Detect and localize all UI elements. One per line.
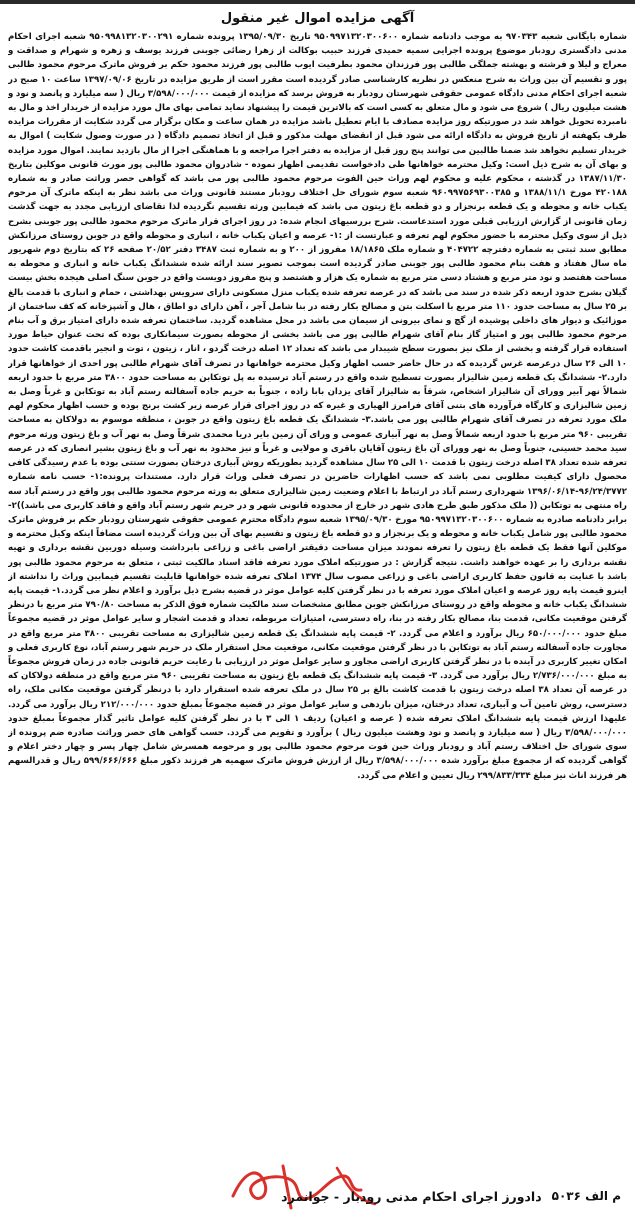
notice-signatory: دادورز اجرای احکام مدنی رودبار - جوانمرد xyxy=(281,1188,542,1204)
notice-footer xyxy=(0,1183,635,1209)
notice-title: آگهی مزایده اموال غیر منقول xyxy=(220,11,415,26)
clipped-top-edge xyxy=(0,0,635,4)
notice-body: شماره بایگانی شعبه ۹۷۰۳۴۳ به موجب دادنامه شماره ۹۵۰۹۹۷۱۳۲۰۳۰۰۶۰۰ تاریخ ۱۳۹۵/۰۹/۳۰ پرونده شماره ۹۵۰۹۹۸۱۳۲۰۳۰۰۲۹۱ شعبه اجرای احکام مدنی دادگستری رودبار موضوع پرونده اجرایی سمیه حمیدی فرزند حبیب بوکالت از زهرا رضائی جوبنی فرزند یوسف و زهره و شهرام و صداقت و معراج و لیلا و فرشته و بهشته جملگی طالبی پور فرزندان محمود بطرفیت ایوب طالبی پور فرزند محمود حکم بر فروش ماترک مرحوم محمود طالبی پور و تقسیم آن بین وراث به شرح منعکس در نظریه کارشناسی صادر گردیده است مقرر است از طریق مزایده در تاریخ ۱۳۹۷/۰۹/۰۶ ساعت ۱۰ صبح در شعبه اجرای احکام مدنی دادگاه عمومی حقوقی شهرستان رودبار به فروش برسد که مزایده از قیمت ۳/۵۹۸/۰۰۰/۰۰۰ ریال ( سه میلیارد و پانصد و نود و هشت میلیون ریال ) شروع می شود و مال متعلق به کسی است که بالاترین قیمت را پیشنهاد نماید تمامی بهای مال مورد مزایده از خریدار اخذ و مال به نامبرده تحویل خواهد شد در صورتیکه روز مزایده مصادف با ایام تعطیل باشد مزایده در همان ساعت و مکان برگزار می گردد شکایت از مقررات مزایده ظرف یکهفته از تاریخ فروش به دادگاه ارائه می شود قبل از انقضای مهلت مذکور و قبل از اتخاذ تصمیم دادگاه ( در صورت وصول شکایت ) اموال به خریدار تسلیم نخواهد شد ضمنا طالبین می توانند پنج روز قبل از مزایده به دفتر اجرا مراجعه و با هماهنگی اجرا از مال بازدید نمایند. اموال مورد مزایده و بهای آن به شرح ذیل است: وکیل محترمه خواهانها طی دادخواست تقدیمی اظهار نموده - شادروان محمود طالبی پور مورث قانونی موکلین بتاریخ ۱۳۸۷/۱۱/۳۰ در گذشته ، محکوم علیه و محکوم لهم وراث حین الفوت مرحوم محمود طالبی پور می باشد که گواهی حصر وراثت صادر و به شماره ۴۲۰۱۸۸ مورخ ۱۳۸۸/۱۱/۱ و ۹۶۰۹۹۷۵۶۹۳۰۰۳۸۵ شعبه سوم شورای حل اختلاف رودبار مستند قانونی وراث می باشد نظر به اینکه ماترک آن مرحوم یکباب خانه و محوطه و یک قطعه برنجزار و دو قطعه باغ زیتون می باشد که فیمابین ورثه تقسیم نگردیده لذا تقاضای ارزیابی مجدد به جهت گذشت زمان قانونی از گزارش ارزیابی قبلی مورد استدعاست. شرح بررسیهای انجام شده: در روز اجرای قرار ماترک مرحوم محمود طالبی پور جوبنی بشرح ذیل از سوی وکیل محترمه با حضور محکوم لهم تعرفه و عبارتست از :۱- عرصه و اعیان یکباب خانه ، انباری و محوطه واقع در جوبن روستای مرزانکش مطابق سند ثبتی به شماره دفترچه ۴۰۴۷۲۲ و شماره ملک ۱۸/۱۸۶۵ مفروز از ۲۰۰ و به شماره ثبت ۳۴۸۷ دفتر ۲۰/۵۲ صفحه ۲۶ که بتاریخ دوم شهریور ماه سال هفتاد و هفت بنام محمود طالبی پور جوبنی صادر گردیده است بموجب تصویر سند ارائه شده ششدانگ یکباب خانه و انباری و محوطه به مساحت هفتصد و نود متر مربع و هشتاد دسی متر مربع به شماره یک هزار و هشتصد و پنج مفروز دویست واقع در جوبن سنگ اصلی هیجده بخش بیست گیلان بشرح حدود اربعه ذکر شده در سند می باشد که در عرصه تعرفه شده یکباب منزل مسکونی دارای سرویس بهداشتی ، حمام و انباری با قدمت بالغ بر ۲۵ سال به مساحت حدود ۱۱۰ متر مربع با اسکلت بتن و مصالح بکار رفته در بنا شامل آجر ، آهن دارای دو اطاق ، هال و آشپزخانه که کف ساختمان از موزائیک و دیوار های داخلی پوشیده از گچ و نمای بیرونی از سیمان می باشد در محل مشاهده گردید. ساختمان تعرفه شده دارای امتیاز برق و آب بنام مرحوم محمود طالبی پور و امتیاز گاز بنام آقای شهرام طالبی پور می باشد بخشی از محوطه بصورت سیمانکاری بوده که تحت عنوان حیاط مورد استفاده قرار گرفته و بخشی از ملک نیز بصورت سطح شیبدار می باشد که تعداد ۱۲ اصله درخت گردو ، انار ، زیتون ، توت و انجیر باقدمت کاشت حدود ۱۰ الی ۲۶ سال درعرصه غرس گردیده که در حال حاضر حسب اظهار وکیل محترمه خواهانها در تصرف آقای شهرام طالبی پور احدی از خواهانها قرار دارد.۲- ششدانگ یک قطعه زمین شالیزار بصورت تسطیح شده واقع در رستم آباد ترسیده به پل توتکابن به مساحت حدود ۳۸۰۰ متر مربع با حدود اربعه شمالاً نهر آبیر وورای آن شالیزار اشخاص، شرقاً به شالیزار آقای یزدان بابا زاده ، جنوباً به حریم جاده آسفالته رستم آباد به توتکابن و غرباً وصل به زمین شالیزاری و کارگاه فرآورده های بتنی آقای فرامرز الهیاری و غیره که در روز اجرای قرار عرصه زیر کشت برنج بوده و حسب اظهار محکوم لهم ملک مورد تعرفه در تصرف آقای شهرام طالبی پور می باشد.۳- ششدانگ یک قطعه باغ زیتون واقع در جوبن ، منطقه موسوم به دولاکان به مساحت تقریبی ۹۶۰ متر مربع با حدود اربعه شمالاً وصل به نهر آبیاری عمومی و ورای آن زمین بایر دریا محمدی شرقاً وصل به نهر آب و باغ زیتون ورثه مرحوم سید محمد حسینی، جنوباً وصل به نهر وورای آن باغ زیتون آقایان باقری و مولایی و غرباً و نیز محدود به نهر آب و باغ زیتون بشیر انصاری که در عرصه تعرفه شده تعداد ۳۸ اصله درخت زیتون با قدمت ۱۰ الی ۲۵ سال مشاهده گردید بطوریکه روش آبیاری درختان بصورت سنتی بوده با عدم رسیدگی کافی محصول دارای کیفیت مطلوبی نمی باشد که حسب اظهارات حاضرین در تصرف فعلی وراث قرار دارد. مستندات پرونده:۱- حسب نامه شماره ۹۶/۲۴/۳۷۷۲-۱۳۹۶/۰۶/۱۴ شهرداری رستم آباد در ارتباط با اعلام وضعیت زمین شالیزاری متعلق به ورثه مرحوم محمود طالبی پور واقع در رستم آباد سه راه منتهی به توتکابن (( ملک مذکور طبق طرح هادی شهر در خارج از محدوده قانونی شهر و در حریم شهر رستم آباد واقع و فاقد کاربری می باشد))۲- برابر دادنامه صادره به شماره ۹۵۰۹۹۷۱۳۲۰۳۰۰۶۰۰ مورخ ۱۳۹۵/۰۹/۳۰ شعبه سوم دادگاه محترم عمومی حقوقی شهرستان رودبار حکم بر فروش ماترک محمود طالبی پور شامل یکباب خانه و محوطه و یک برنجزار و دو قطعه باغ زیتون و تقسیم بهای آن بین وراث گردیده است مضافاً اینکه وکیل محترمه و موکلین آنها فقط یک قطعه باغ زیتون را تعرفه نمودند میزان مساحت دقیقتر اراضی باغی و زراعی بابرداشت وسیله دوربین نقشه برداری و تهیه نقشه برداری را بر عهده خواهند داشت. نتیجه گزارش : در صورتیکه املاک مورد تعرفه فاقد اسناد مالکیت ثبتی ، متعلق به مرحوم محمود طالبی پور باشد با عنایت به قانون حفظ کاربری اراضی باغی و زراعی مصوب سال ۱۳۷۴ املاک تعرفه شده خواهانها قابلیت تقسیم فیمابین وراث را نداشته از اینرو قیمت پایه روز عرصه و اعیان املاک مورد تعرفه با در نظر گرفتن کلیه عوامل موثر در قضیه بشرح ذیل برآورد و اعلام نظر می گردد.۱- قیمت پایه ششدانگ یکباب خانه و محوطه واقع در روستای مرزانکش جوبن مطابق مشخصات سند مالکیت شماره فوق الذکر به مساحت ۷۹۰/۸۰ متر مربع با درنظر گرفتن موقعیت مکانی، قدمت بنا، مصالح بکار رفته در بنا، راه دسترسی، امتیازات مربوطه، تعداد و قدمت اشجار و سایر عوامل موثر در قضیه مجموعاً مبلغ حدود ۶۵۰/۰۰۰/۰۰۰ ریال برآورد و اعلام می گردد. ۲- قیمت پایه ششدانگ یک قطعه زمین شالیزاری به مساحت تقریبی ۳۸۰۰ متر مربع واقع در مجاورت جاده آسفالته رستم آباد به توتکابن با در نظر گرفتن موقعیت مکانی، موقعیت محل استقرار ملک در حریم شهر رستم آباد، نوع کاربری فعلی و امکان تغییر کاربری در آینده با در نظر گرفتن کاربری اراضی مجاور و سایر عوامل موثر در ارزیابی با رعایت حریم قانونی جاده در زمان فروش مجموعاً به مبلغ ۲/۷۳۶/۰۰۰/۰۰۰ ریال برآورد می گردد. ۳- قیمت پایه ششدانگ یک قطعه باغ زیتون به مساحت تقریبی ۹۶۰ متر مربع واقع در منطقه دولاکان که در عرصه آن تعداد ۳۸ اصله درخت زیتون با قدمت کاشت بالغ بر ۲۵ سال در ملک تعرفه شده استقرار دارد با درنظر گرفتن موقعیت مکانی ملک، راه دسترسی، روش تامین آب و آبیاری، تعداد درختان، میزان باردهی و سایر عوامل موثر در قضیه مجموعاً بمبلغ حدود ۲۱۲/۰۰۰/۰۰۰ ریال برآورد می گردد. علیهذا ارزش قیمت پایه ششدانگ املاک تعرفه شده ( عرصه و اعیان) ردیف ۱ الی ۳ با در نظر گرفتن کلیه عوامل تاثیر گذار مجموعاً بمبلغ حدود ۳/۵۹۸/۰۰۰/۰۰۰ ریال ( سه میلیارد و پانصد و نود وهشت میلیون ریال ) برآورد و تقویم می گردد. حسب گواهی های حصر وراثت صادره ضم پرونده از سوی شورای حل اختلاف رستم آباد و رودبار وراث حین فوت مرحوم محمود طالبی پور و مرحومه همسرش شامل چهار پسر و چهار دختر اعلام و گواهی گردیده که از مجموع مبلغ برآورد شده ۳/۵۹۸/۰۰۰/۰۰۰ ریال از ارزش فروش ماترک سهمیه هر فرزند ذکور مبلغ ۵۹۹/۶۶۶/۶۶۶ ریال و قدرالسهم هر فرزند اناث نیز مبلغ ۲۹۹/۸۳۳/۳۳۴ ریال تعیین و اعلام می گردد. xyxy=(8,32,627,781)
notice-reference-code: م الف ۵۰۳۶ xyxy=(551,1189,621,1203)
